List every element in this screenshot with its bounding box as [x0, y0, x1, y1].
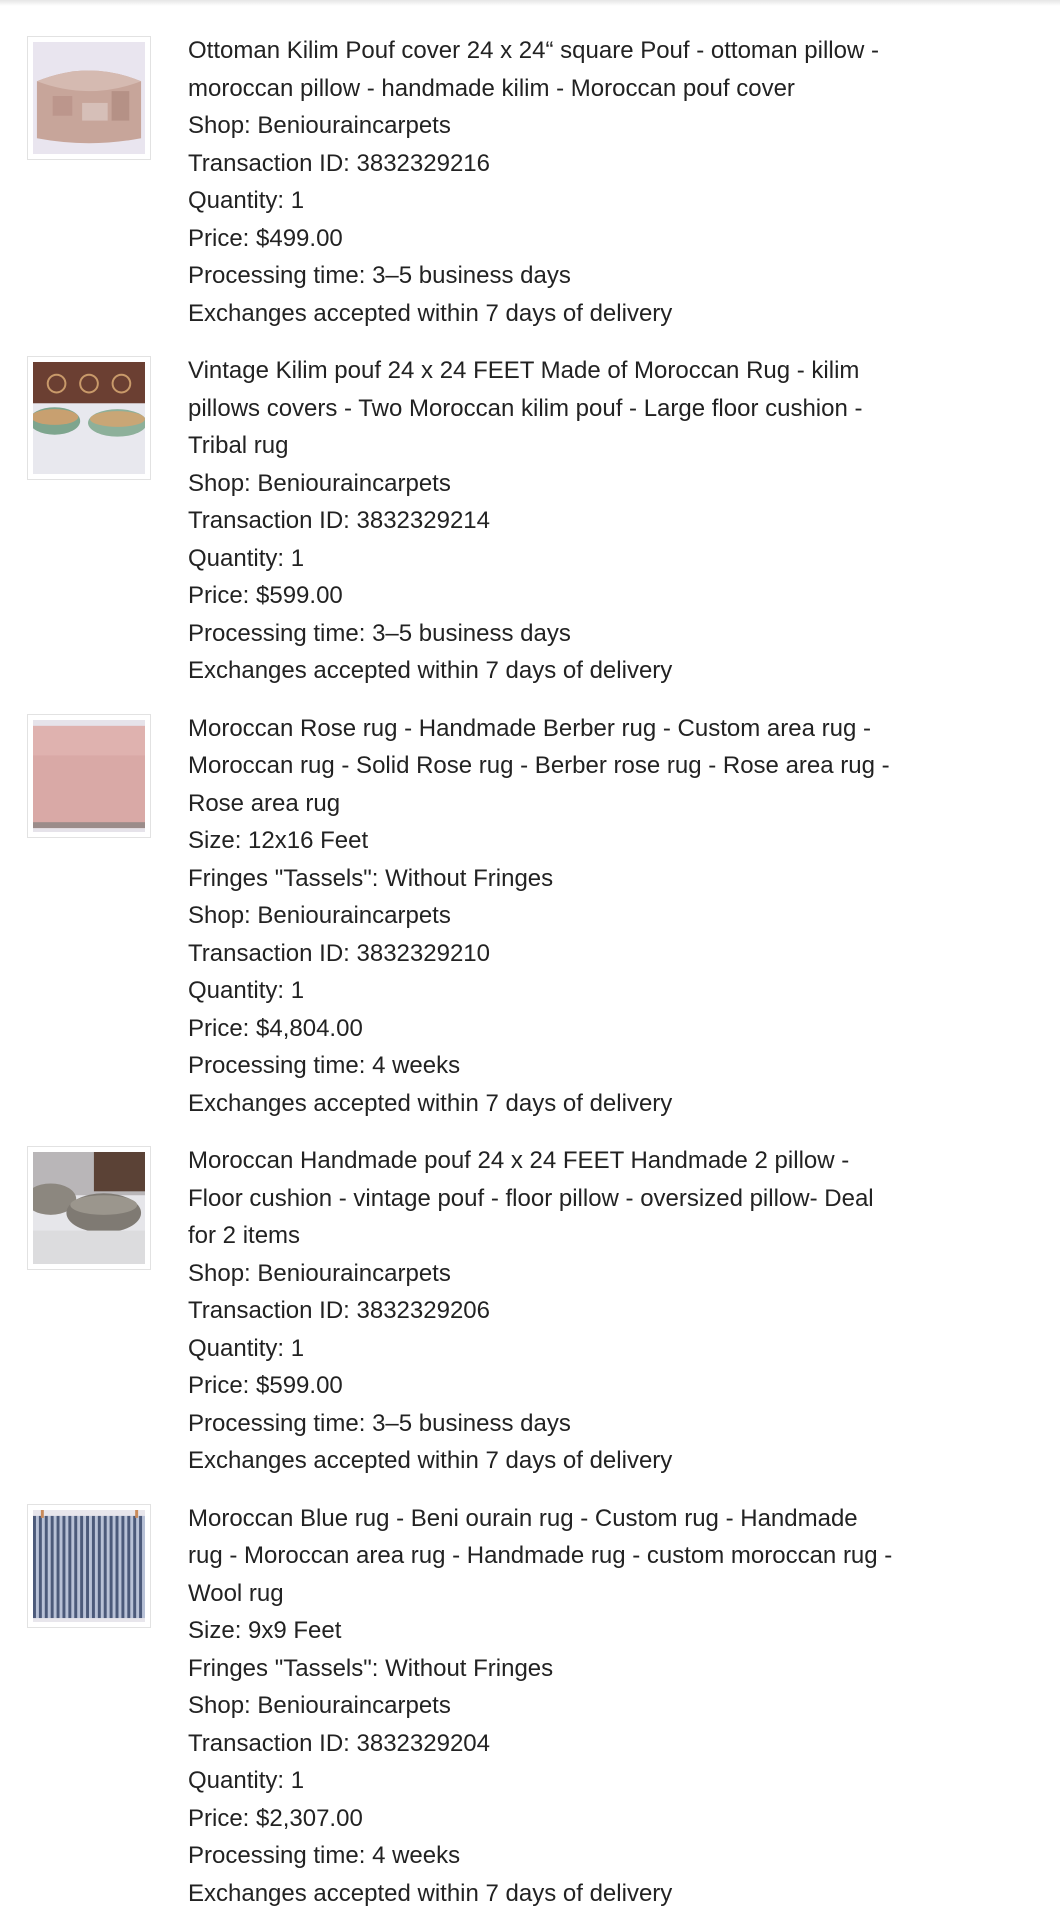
- item-processing-time: Processing time: 3–5 business days: [188, 262, 571, 289]
- item-processing-time: Processing time: 3–5 business days: [188, 1409, 571, 1437]
- item-title-line[interactable]: Moroccan Blue rug - Beni ourain rug - Custom rug - Handmade: [188, 1504, 858, 1532]
- item-size: Size: 12x16 Feet: [188, 827, 369, 854]
- item-transaction-id: Transaction ID: 3832329216: [188, 149, 490, 177]
- item-exchanges: Exchanges accepted within 7 days of delivery: [188, 1879, 673, 1907]
- item-processing-time: Processing time: 3–5 business days: [188, 619, 571, 647]
- order-item: [0, 710, 1060, 1123]
- item-title-line[interactable]: Vintage Kilim pouf 24 x 24 FEET Made of Moroccan Rug - kilim: [188, 357, 860, 384]
- item-thumbnail[interactable]: [27, 356, 151, 480]
- item-title-line[interactable]: Tribal rug: [188, 432, 289, 459]
- item-price: Price: $599.00: [188, 1372, 343, 1399]
- item-quantity: Quantity: 1: [188, 544, 305, 572]
- item-shop: Shop: Beniouraincarpets: [188, 1692, 451, 1719]
- item-exchanges: Exchanges accepted within 7 days of delivery: [188, 1447, 673, 1474]
- item-details: [188, 32, 948, 332]
- rose-rug-image: [33, 720, 145, 832]
- item-title-line[interactable]: Rose area rug: [188, 789, 341, 817]
- item-transaction-id: Transaction ID: 3832329214: [188, 507, 490, 534]
- item-shop: Shop: Beniouraincarpets: [188, 112, 451, 139]
- item-size: Size: 9x9 Feet: [188, 1617, 342, 1644]
- item-thumbnail[interactable]: [27, 714, 151, 838]
- item-price: Price: $2,307.00: [188, 1804, 363, 1832]
- item-shop: Shop: Beniouraincarpets: [188, 469, 451, 497]
- blue-rug-image: [33, 1510, 145, 1622]
- item-title-line[interactable]: rug - Moroccan area rug - Handmade rug - custom moroccan rug -: [188, 1542, 893, 1569]
- item-transaction-id: Transaction ID: 3832329204: [188, 1729, 490, 1757]
- order-item: [0, 1142, 1060, 1480]
- item-price: Price: $499.00: [188, 224, 343, 252]
- pouf-image: [33, 42, 145, 154]
- item-title-line[interactable]: pillows covers - Two Moroccan kilim pouf - Large floor cushion -: [188, 394, 863, 422]
- item-processing-time: Processing time: 4 weeks: [188, 1052, 461, 1079]
- item-price: Price: $599.00: [188, 582, 343, 609]
- grey-pouf-image: [33, 1152, 145, 1264]
- item-title-line[interactable]: Moroccan Handmade pouf 24 x 24 FEET Handmade 2 pillow -: [188, 1147, 850, 1174]
- item-thumbnail[interactable]: [27, 1504, 151, 1628]
- order-items-list: [0, 32, 1060, 1932]
- item-title-line[interactable]: Moroccan rug - Solid Rose rug - Berber rose rug - Rose area rug -: [188, 752, 890, 779]
- item-thumbnail[interactable]: [27, 1146, 151, 1270]
- order-item: [0, 352, 1060, 690]
- item-processing-time: Processing time: 4 weeks: [188, 1842, 461, 1869]
- item-title-line[interactable]: for 2 items: [188, 1222, 301, 1249]
- item-quantity: Quantity: 1: [188, 1767, 305, 1794]
- item-quantity: Quantity: 1: [188, 977, 305, 1004]
- item-shop: Shop: Beniouraincarpets: [188, 1259, 451, 1287]
- item-title-line[interactable]: Ottoman Kilim Pouf cover 24 x 24“ square Pouf - ottoman pillow -: [188, 37, 879, 64]
- item-fringes: Fringes "Tassels": Without Fringes: [188, 864, 554, 892]
- order-item: [0, 1500, 1060, 1913]
- item-transaction-id: Transaction ID: 3832329210: [188, 939, 490, 967]
- item-fringes: Fringes "Tassels": Without Fringes: [188, 1654, 554, 1682]
- item-quantity: Quantity: 1: [188, 187, 305, 214]
- item-exchanges: Exchanges accepted within 7 days of delivery: [188, 1089, 673, 1117]
- item-transaction-id: Transaction ID: 3832329206: [188, 1297, 490, 1324]
- item-price: Price: $4,804.00: [188, 1014, 363, 1042]
- order-item: [0, 32, 1060, 332]
- item-quantity: Quantity: 1: [188, 1334, 305, 1362]
- item-shop: Shop: Beniouraincarpets: [188, 902, 451, 929]
- item-title-line[interactable]: Moroccan Rose rug - Handmade Berber rug - Custom area rug -: [188, 714, 871, 742]
- kilim-pouf-image: [33, 362, 145, 474]
- item-details: [188, 710, 948, 1123]
- top-scroll-shadow: [0, 0, 1060, 6]
- item-thumbnail[interactable]: [27, 36, 151, 160]
- item-details: [188, 1142, 948, 1480]
- item-exchanges: Exchanges accepted within 7 days of delivery: [188, 299, 673, 327]
- item-title-line[interactable]: Wool rug: [188, 1579, 284, 1607]
- item-title-line[interactable]: Floor cushion - vintage pouf - floor pillow - oversized pillow- Deal: [188, 1184, 874, 1212]
- item-details: [188, 1500, 948, 1913]
- item-details: [188, 352, 948, 690]
- item-title-line[interactable]: moroccan pillow - handmade kilim - Moroccan pouf cover: [188, 74, 795, 102]
- item-exchanges: Exchanges accepted within 7 days of delivery: [188, 657, 673, 684]
